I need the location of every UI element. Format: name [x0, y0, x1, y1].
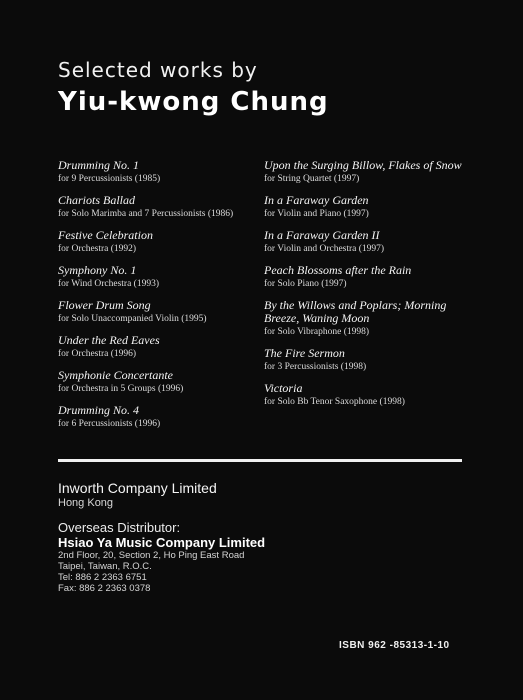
work-subtitle: for Orchestra (1992)	[58, 244, 137, 254]
work-title: The Fire Sermon	[264, 346, 345, 360]
work-subtitle: for Solo Unaccompanied Violin (1995)	[58, 314, 207, 324]
distributor-block	[58, 520, 265, 594]
work-subtitle: for Wind Orchestra (1993)	[58, 279, 160, 289]
work-item	[58, 334, 258, 360]
work-subtitle: for Solo Marimba and 7 Percussionists (1986)	[58, 209, 234, 219]
work-item	[58, 159, 258, 185]
work-subtitle: for 3 Percussionists (1998)	[264, 362, 367, 372]
work-title: Symphony No. 1	[58, 263, 137, 277]
publisher-block	[58, 480, 217, 510]
composer-name: Yiu-kwong Chung	[58, 87, 329, 117]
works-column-right	[264, 159, 479, 417]
work-subtitle: for Violin and Piano (1997)	[264, 209, 369, 219]
work-item	[264, 159, 479, 185]
work-title: Under the Red Eaves	[58, 333, 160, 347]
work-subtitle: for Solo Piano (1997)	[264, 279, 347, 289]
publisher-name: Inworth Company Limited	[58, 480, 217, 496]
work-subtitle: for Solo Bb Tenor Saxophone (1998)	[264, 397, 405, 407]
distributor-fax: Fax: 886 2 2363 0378	[58, 583, 151, 594]
work-item	[58, 299, 258, 325]
work-subtitle: for Violin and Orchestra (1997)	[264, 244, 385, 254]
work-title: Peach Blossoms after the Rain	[264, 263, 412, 277]
work-subtitle: for Solo Vibraphone (1998)	[264, 327, 370, 337]
work-title: Upon the Surging Billow, Flakes of Snow	[264, 158, 462, 172]
work-item	[58, 264, 258, 290]
work-item	[58, 229, 258, 255]
work-item	[58, 404, 258, 430]
work-title: Festive Celebration	[58, 228, 153, 242]
work-item	[264, 229, 479, 255]
work-title: By the Willows and Poplars; Morning Breeze, Waning Moon	[264, 298, 447, 325]
work-item	[264, 194, 479, 220]
work-title: Drumming No. 1	[58, 158, 140, 172]
work-item	[264, 299, 479, 338]
divider-rule	[58, 459, 462, 462]
distributor-address-line: 2nd Floor, 20, Section 2, Ho Ping East Road	[58, 550, 245, 561]
heading-selected-works: Selected works by	[58, 58, 258, 82]
work-subtitle: for Orchestra (1996)	[58, 349, 137, 359]
work-title: Flower Drum Song	[58, 298, 151, 312]
work-item	[264, 382, 479, 408]
work-title: In a Faraway Garden	[264, 193, 369, 207]
work-title: Drumming No. 4	[58, 403, 140, 417]
work-subtitle: for 6 Percussionists (1996)	[58, 419, 161, 429]
work-item	[58, 369, 258, 395]
works-column-left	[58, 159, 258, 439]
work-subtitle: for 9 Percussionists (1985)	[58, 174, 161, 184]
distributor-company: Hsiao Ya Music Company Limited	[58, 535, 266, 550]
distributor-address-line: Taipei, Taiwan, R.O.C.	[58, 561, 152, 572]
distributor-label: Overseas Distributor:	[58, 520, 181, 535]
isbn-number: ISBN 962 -85313-1-10	[339, 640, 450, 651]
distributor-tel: Tel: 886 2 2363 6751	[58, 572, 147, 583]
work-item	[264, 264, 479, 290]
publisher-place: Hong Kong	[58, 497, 114, 509]
work-item	[264, 347, 479, 373]
work-subtitle: for Orchestra in 5 Groups (1996)	[58, 384, 184, 394]
work-title: In a Faraway Garden II	[264, 228, 380, 242]
work-item	[58, 194, 258, 220]
work-subtitle: for String Quartet (1997)	[264, 174, 360, 184]
work-title: Symphonie Concertante	[58, 368, 173, 382]
work-title: Chariots Ballad	[58, 193, 136, 207]
work-title: Victoria	[264, 381, 303, 395]
